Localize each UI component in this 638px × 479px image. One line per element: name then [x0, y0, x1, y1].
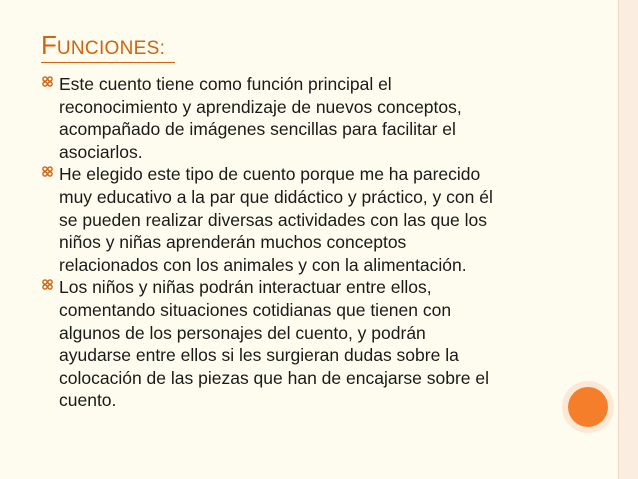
- bullet-line: He elegido este tipo de cuento porque me ha parecido: [59, 164, 481, 185]
- title-underline: [41, 62, 175, 63]
- bullet-line: relacionados con los animales y con la alimentación.: [59, 254, 467, 275]
- right-margin-band: [618, 0, 638, 479]
- bullet-line: algunos de los personajes del cuento, y podrán: [59, 322, 426, 343]
- clover-bullet-icon: [42, 76, 59, 87]
- bullet-list: [42, 73, 562, 412]
- bullet-line: niños y niñas aprenderán muchos conceptos: [59, 232, 407, 253]
- bullet-line: reconocimiento y aprendizaje de nuevos conceptos,: [59, 96, 462, 117]
- bullet-item-1: [42, 73, 562, 163]
- bullet-line: Los niños y niñas podrán interactuar entre ellos,: [59, 277, 432, 298]
- clover-bullet-icon: [42, 166, 59, 177]
- right-band-divider: [618, 0, 619, 479]
- bullet-text-3: [59, 276, 537, 412]
- bullet-line: colocación de las piezas que han de encajarse sobre el: [59, 367, 490, 388]
- bullet-line: comentando situaciones cotidianas que tienen con: [59, 299, 452, 320]
- bullet-item-2: [42, 163, 562, 276]
- bullet-text-1: [59, 73, 537, 163]
- bullet-line: cuento.: [59, 390, 117, 411]
- clover-bullet-icon: [42, 279, 59, 290]
- bullet-line: se pueden realizar diversas actividades con las que los: [59, 209, 488, 230]
- title-first-letter: F: [41, 30, 57, 60]
- bullet-line: asociarlos.: [59, 141, 143, 162]
- bullet-line: acompañado de imágenes sencillas para facilitar el: [59, 119, 456, 140]
- title-rest: UNCIONES:: [56, 38, 166, 59]
- slide-title-block: [41, 27, 175, 63]
- bullet-item-3: [42, 276, 562, 412]
- bullet-line: Este cuento tiene como función principal el: [59, 74, 392, 94]
- accent-circle-decoration: [568, 387, 608, 427]
- bullet-line: muy educativo a la par que didáctico y práctico, y con él: [59, 186, 493, 207]
- slide-title: [41, 27, 175, 59]
- bullet-line: ayudarse entre ellos si les surgieran dudas sobre la: [59, 345, 459, 366]
- bullet-text-2: [59, 163, 537, 276]
